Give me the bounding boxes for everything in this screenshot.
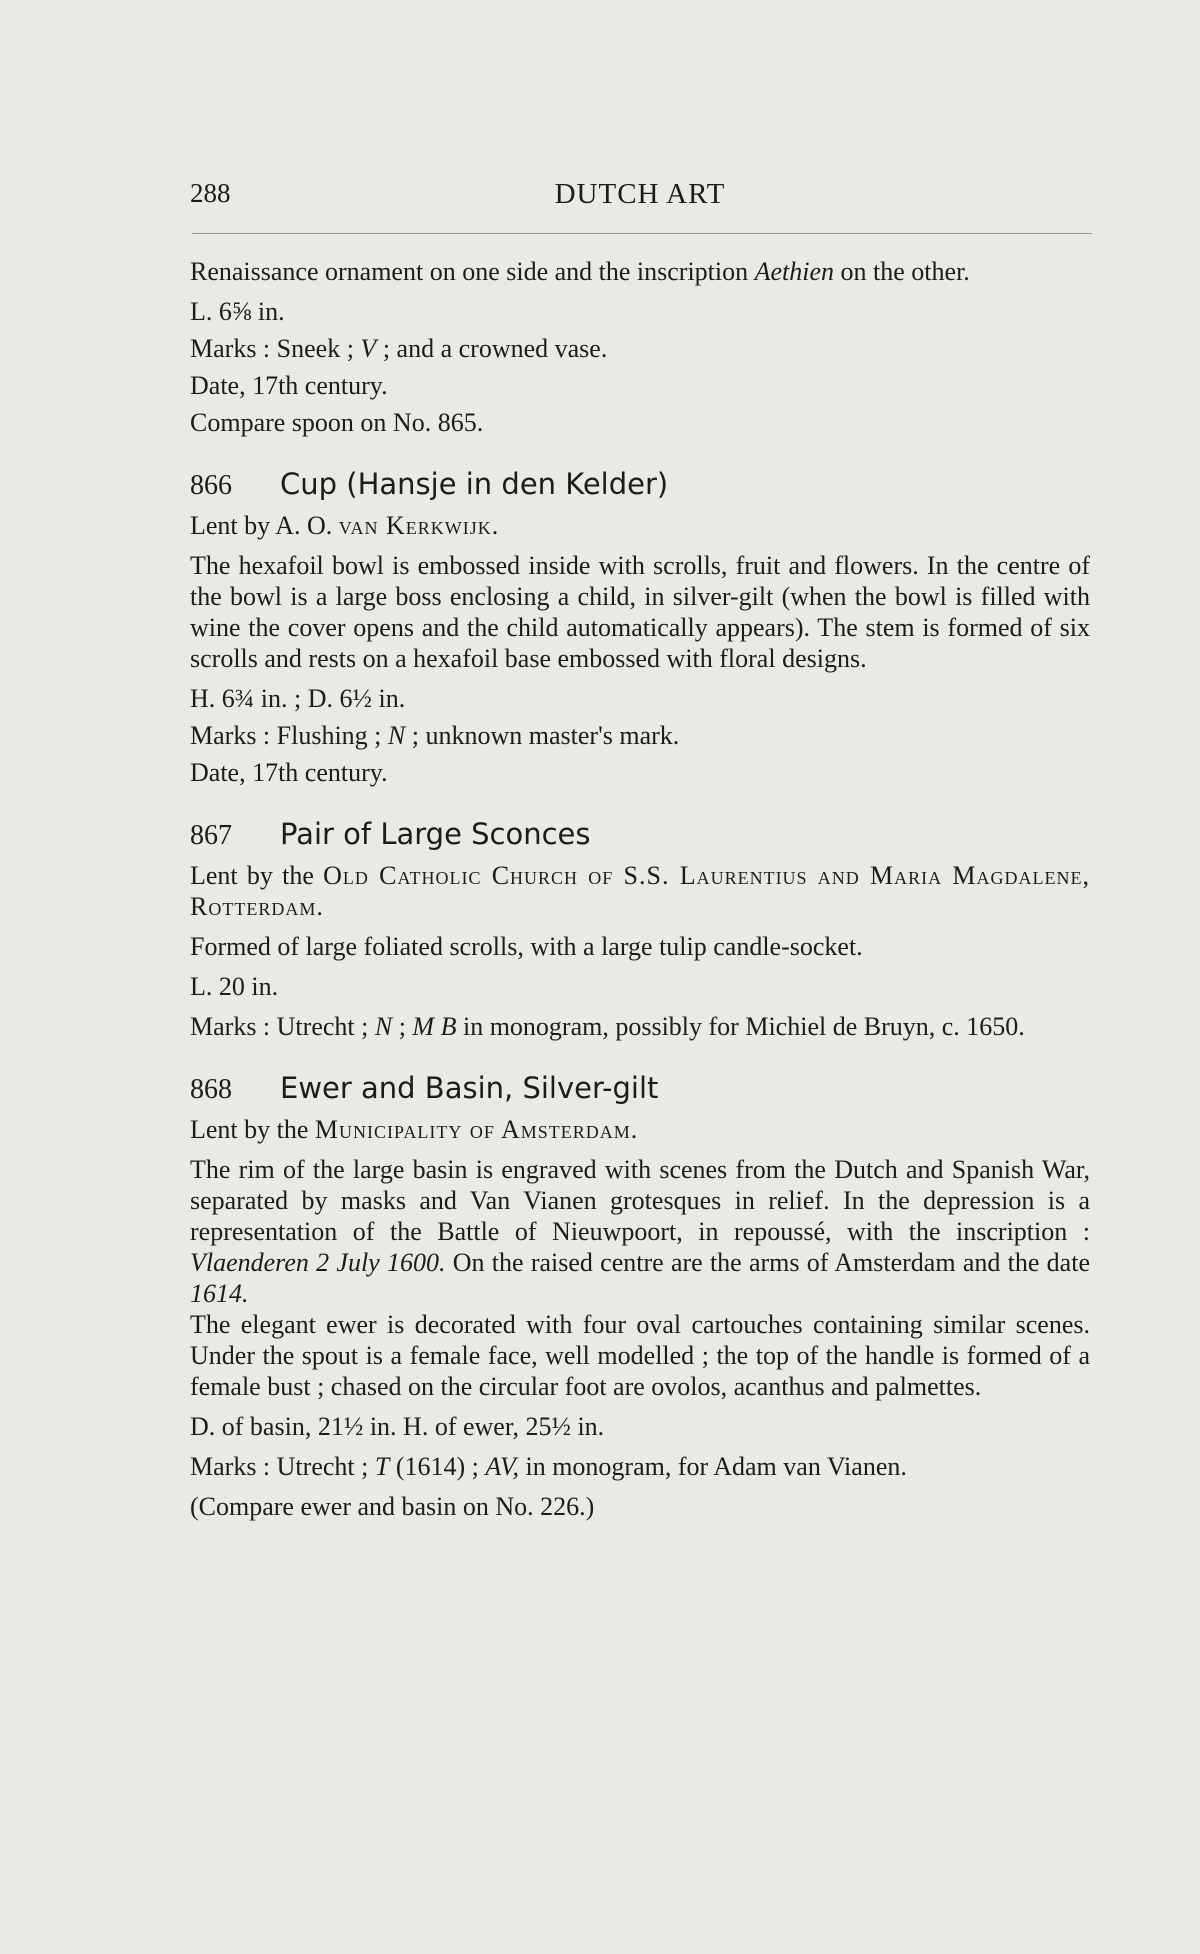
entry-number: 868 bbox=[190, 1074, 232, 1105]
entry-867-lender: Lent by the Old Catholic Church of S.S. Laurentius and Maria Magdalene, Rotterdam. bbox=[190, 861, 1090, 921]
catalogue-text bbox=[190, 256, 1090, 1522]
entry-868-dimensions: D. of basin, 21½ in. H. of ewer, 25½ in. bbox=[190, 1412, 605, 1441]
entry-868-marks: Marks : Utrecht ; T (1614) ; AV, in monogram, for Adam van Vianen. bbox=[190, 1452, 907, 1481]
continuation-marks: Marks : Sneek ; V ; and a crowned vase. bbox=[190, 334, 608, 363]
entry-867-dimensions: L. 20 in. bbox=[190, 972, 279, 1001]
running-head bbox=[190, 172, 1090, 212]
entry-868-heading bbox=[190, 1070, 1090, 1108]
entry-868-description: The rim of the large basin is engraved with scenes from the Dutch and Spanish War, separated by masks and Van Vianen grotesques in relief. In the depression is a representation of the Battle of Nieuwpoort, in repoussé, with the inscription : Vlaenderen 2 July 1600. On the raised centre are the arms of Amsterdam and the date 1614. bbox=[190, 1155, 1090, 1308]
header-rule bbox=[192, 233, 1092, 234]
entry-868-compare: (Compare ewer and basin on No. 226.) bbox=[190, 1492, 595, 1521]
entry-868-description-2: The elegant ewer is decorated with four oval cartouches containing similar scenes. Under the spout is a female face, well modelled ; the top of the handle is formed of a female bust ; chased on the circular foot are ovolos, acanthus and palmettes. bbox=[190, 1310, 1090, 1401]
entry-866-date: Date, 17th century. bbox=[190, 758, 388, 787]
entry-number: 866 bbox=[190, 470, 232, 501]
entry-title: Ewer and Basin, Silver-gilt bbox=[280, 1071, 659, 1105]
entry-title: Cup (Hansje in den Kelder) bbox=[280, 467, 669, 501]
continuation-text: Renaissance ornament on one side and the inscription Aethien on the other. bbox=[190, 257, 970, 286]
entry-number: 867 bbox=[190, 820, 232, 851]
entry-866-dimensions: H. 6¾ in. ; D. 6½ in. bbox=[190, 684, 406, 713]
continuation-length: L. 6⅝ in. bbox=[190, 297, 285, 326]
continuation-date: Date, 17th century. bbox=[190, 371, 388, 400]
entry-867-description: Formed of large foliated scrolls, with a large tulip candle-socket. bbox=[190, 932, 863, 961]
running-title: DUTCH ART bbox=[554, 178, 726, 210]
entry-title: Pair of Large Sconces bbox=[280, 817, 591, 851]
entry-866-marks: Marks : Flushing ; N ; unknown master's mark. bbox=[190, 721, 680, 750]
page-number: 288 bbox=[190, 178, 231, 208]
entry-867-marks: Marks : Utrecht ; N ; M B in monogram, possibly for Michiel de Bruyn, c. 1650. bbox=[190, 1012, 1025, 1041]
continuation-compare: Compare spoon on No. 865. bbox=[190, 408, 484, 437]
entry-868-lender: Lent by the Municipality of Amsterdam. bbox=[190, 1115, 639, 1144]
entry-867-heading bbox=[190, 816, 1090, 854]
entry-866-description: The hexafoil bowl is embossed inside with scrolls, fruit and flowers. In the centre of the bowl is a large boss enclosing a child, in silver-gilt (when the bowl is filled with wine the cover opens and the child automatically appears). The stem is formed of six scrolls and rests on a hexafoil base embossed with floral designs. bbox=[190, 551, 1090, 673]
entry-866-heading bbox=[190, 466, 1090, 504]
entry-866-lender: Lent by A. O. van Kerkwijk. bbox=[190, 511, 500, 540]
